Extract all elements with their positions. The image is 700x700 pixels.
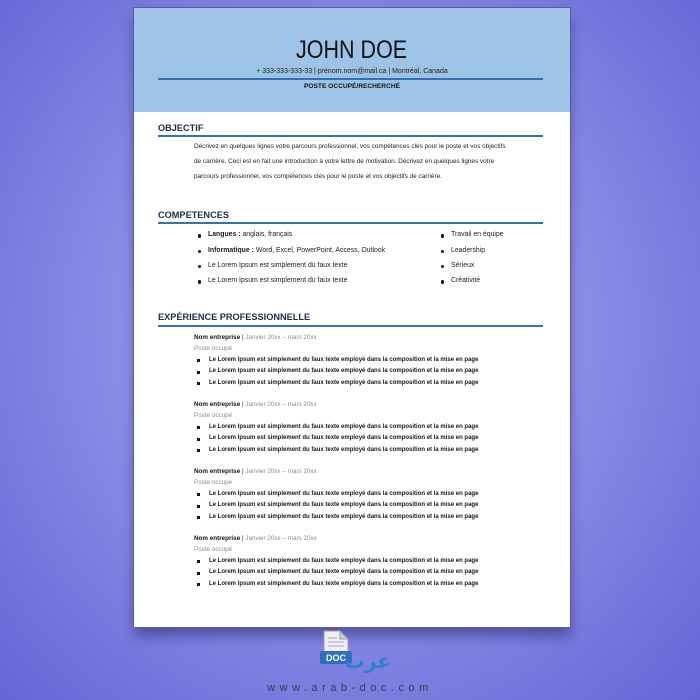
skills-right-column — [441, 230, 504, 291]
job-entry — [194, 533, 478, 591]
separator: | — [241, 467, 244, 475]
skill-value: Le Lorem Ipsum est simplement du faux texte — [208, 261, 348, 269]
bullet-square-icon — [197, 382, 200, 385]
job-dates: Janvier 20xx – mars 20xx — [245, 400, 317, 408]
bullet-square-icon — [197, 505, 200, 508]
job-bullet-text: Le Lorem Ipsum est simplement du faux texte employé dans la composition et la mise en page — [209, 557, 479, 564]
bullet-square-icon — [197, 572, 200, 575]
skill-value: Sérieux — [451, 261, 475, 269]
skill-value: Word, Excel, PowerPoint, Access, Outlook — [253, 246, 386, 254]
section-title-objective: OBJECTIF — [158, 123, 204, 133]
separator: | — [241, 400, 244, 408]
job-bullet — [194, 355, 478, 367]
company-name: Nom entreprise — [194, 400, 241, 408]
resume-page — [134, 8, 570, 627]
skill-item — [441, 230, 504, 245]
bullet-square-icon — [197, 359, 200, 362]
job-bullet — [194, 500, 478, 512]
bullet-square-icon — [197, 560, 200, 563]
section-title-experience: EXPÉRIENCE PROFESSIONNELLE — [158, 312, 311, 322]
bullet-dot-icon — [198, 234, 201, 237]
job-position: Poste occupé — [194, 345, 233, 353]
skill-value: Travail en équipe — [451, 231, 504, 239]
bullet-square-icon — [197, 449, 200, 452]
job-entry — [194, 466, 478, 524]
bullet-square-icon — [197, 583, 200, 586]
skill-item — [198, 276, 385, 291]
site-logo — [318, 630, 392, 676]
section-divider — [158, 222, 543, 224]
skill-value: Le Lorem Ipsum est simplement du faux texte — [208, 277, 348, 285]
logo-graphic — [318, 630, 392, 676]
job-bullet-text: Le Lorem Ipsum est simplement du faux texte employé dans la composition et la mise en page — [209, 502, 479, 509]
candidate-name — [134, 38, 570, 63]
job-bullet — [194, 445, 478, 457]
job-position: Poste occupé — [194, 479, 233, 487]
job-bullet — [194, 422, 478, 434]
bullet-square-icon — [197, 426, 200, 429]
bullet-dot-icon — [198, 280, 201, 283]
job-header — [194, 399, 478, 411]
section-divider — [158, 325, 543, 327]
section-title-skills: COMPETENCES — [158, 210, 229, 220]
job-header — [194, 533, 478, 545]
job-dates: Janvier 20xx – mars 20xx — [245, 534, 317, 542]
objective-line: parcours professionnel, vos compétences clés pour le poste et vos objectifs de carrière. — [194, 173, 442, 180]
bullet-dot-icon — [198, 265, 201, 268]
separator: | — [241, 333, 244, 341]
objective-line: Décrivez en quelques lignes votre parcours professionnel, vos compétences clés pour le poste et vos objectifs — [194, 143, 506, 150]
bullet-square-icon — [197, 371, 200, 374]
skill-item — [441, 276, 504, 291]
job-bullet-text: Le Lorem Ipsum est simplement du faux texte employé dans la composition et la mise en page — [209, 423, 479, 430]
job-bullet-text: Le Lorem Ipsum est simplement du faux texte employé dans la composition et la mise en page — [209, 569, 479, 576]
company-name: Nom entreprise — [194, 333, 241, 341]
job-bullet-text: Le Lorem Ipsum est simplement du faux texte employé dans la composition et la mise en page — [209, 580, 479, 587]
job-bullet-text: Le Lorem Ipsum est simplement du faux texte employé dans la composition et la mise en page — [209, 446, 479, 453]
candidate-name-text: JOHN DOE — [296, 36, 408, 64]
skill-value: anglais, français — [240, 231, 293, 239]
company-name: Nom entreprise — [194, 534, 241, 542]
job-bullet — [194, 366, 478, 378]
job-bullet — [194, 556, 478, 568]
skill-item — [441, 246, 504, 261]
job-dates: Janvier 20xx – mars 20xx — [245, 333, 317, 341]
company-name: Nom entreprise — [194, 467, 241, 475]
job-bullet — [194, 433, 478, 445]
job-bullet — [194, 567, 478, 579]
skill-item — [198, 261, 385, 276]
target-position: POSTE OCCUPÉ/RECHERCHÉ — [304, 83, 400, 90]
bullet-dot-icon — [441, 234, 444, 237]
job-header — [194, 332, 478, 344]
bullet-square-icon — [197, 516, 200, 519]
job-bullet — [194, 489, 478, 501]
job-bullet-text: Le Lorem Ipsum est simplement du faux texte employé dans la composition et la mise en page — [209, 435, 479, 442]
bullet-dot-icon — [441, 280, 444, 283]
bullet-square-icon — [197, 493, 200, 496]
skill-item — [441, 261, 504, 276]
skill-item — [198, 246, 385, 261]
header-divider — [158, 78, 543, 80]
job-position: Poste occupé — [194, 412, 233, 420]
job-bullet-text: Le Lorem Ipsum est simplement du faux texte employé dans la composition et la mise en page — [209, 356, 479, 363]
job-bullet-text: Le Lorem Ipsum est simplement du faux texte employé dans la composition et la mise en page — [209, 490, 479, 497]
job-bullet-text: Le Lorem Ipsum est simplement du faux texte employé dans la composition et la mise en page — [209, 379, 479, 386]
doc-badge-text: DOC — [326, 653, 346, 663]
job-dates: Janvier 20xx – mars 20xx — [245, 467, 317, 475]
job-bullet-text: Le Lorem Ipsum est simplement du faux texte employé dans la composition et la mise en page — [209, 368, 479, 375]
job-bullet — [194, 512, 478, 524]
objective-paragraph — [194, 139, 506, 184]
section-divider — [158, 135, 543, 137]
skill-label: Informatique : — [208, 246, 254, 254]
separator: | — [241, 534, 244, 542]
job-bullet — [194, 579, 478, 591]
skill-value: Créativité — [451, 277, 481, 285]
website-url: www.arab-doc.com — [267, 682, 433, 694]
job-bullet-text: Le Lorem Ipsum est simplement du faux texte employé dans la composition et la mise en page — [209, 513, 479, 520]
job-position: Poste occupé — [194, 546, 233, 554]
skill-value: Leadership — [451, 246, 486, 254]
job-entry — [194, 332, 478, 390]
contact-line: + 333-333-333-33 | prénom.nom@mail.ca | Montréal, Canada — [256, 67, 448, 75]
bullet-dot-icon — [441, 265, 444, 268]
job-header — [194, 466, 478, 478]
job-entry — [194, 399, 478, 457]
skills-left-column — [198, 230, 385, 291]
objective-line: de carrière. Ceci est en fait une introduction à votre lettre de motivation. Décrivez en quelques lignes votre — [194, 158, 495, 165]
job-bullet — [194, 378, 478, 390]
skill-item — [198, 230, 385, 245]
bullet-square-icon — [197, 438, 200, 441]
logo-arabic-text: عرب — [344, 649, 392, 673]
skill-label: Langues : — [208, 231, 241, 239]
bullet-dot-icon — [441, 250, 444, 253]
bullet-dot-icon — [198, 250, 201, 253]
